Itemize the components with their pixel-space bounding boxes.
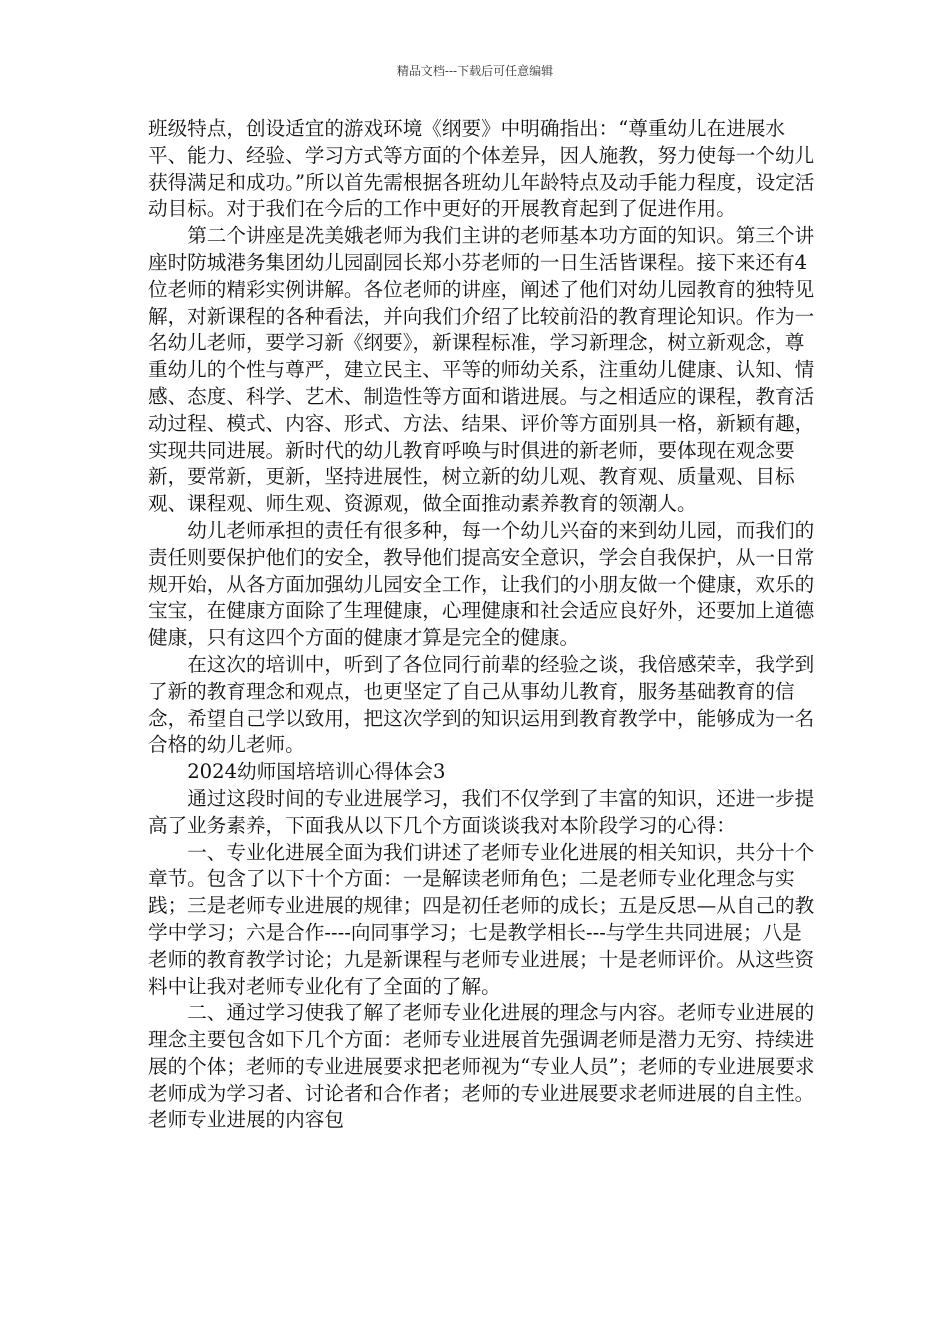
page-header: 精品文档---下载后可任意编辑 bbox=[396, 64, 554, 78]
document-body bbox=[148, 116, 818, 1134]
paragraph-1: 班级特点，创设适宜的游戏环境《纲要》中明确指出：“尊重幼儿在进展水平、能力、经验、学习方式等方面的个体差异，因人施教，努力使每一个幼儿获得满足和成功。”所以首先需根据各班幼儿年龄特点及动手能力程度，设定活动目标。对于我们在今后的工作中更好的开展教育起到了促进作用。 bbox=[148, 117, 815, 221]
paragraph-3: 幼儿老师承担的责任有很多种，每一个幼儿兴奋的来到幼儿园，而我们的责任则要保护他们的安全，教导他们提高安全意识，学会自我保护，从一日常规开始，从各方面加强幼儿园安全工作，让我们的小朋友做一个健康，欢乐的宝宝，在健康方面除了生理健康，心理健康和社会适应良好外，还要加上道德健康，只有这四个方面的健康才算是完全的健康。 bbox=[148, 518, 815, 650]
paragraph-7: 二、通过学习使我了解了老师专业化进展的理念与内容。老师专业进展的理念主要包含如下几个方面：老师专业进展首先强调老师是潜力无穷、持续进展的个体；老师的专业进展要求把老师视为“专业人员”；老师的专业进展要求老师成为学习者、讨论者和合作者；老师的专业进展要求老师进展的自主性。老师专业进展的内容包 bbox=[148, 1001, 815, 1132]
section-heading: 2024幼师国培培训心得体会3 bbox=[187, 760, 446, 784]
paragraph-5: 通过这段时间的专业进展学习，我们不仅学到了丰富的知识，还进一步提高了业务素养，下面我从以下几个方面谈谈我对本阶段学习的心得： bbox=[148, 786, 815, 837]
paragraph-4: 在这次的培训中，听到了各位同行前辈的经验之谈，我倍感荣幸，我学到了新的教育理念和观点，也更坚定了自己从事幼儿教育，服务基础教育的信念，希望自己学以致用，把这次学到的知识运用到教育教学中，能够成为一名合格的幼儿老师。 bbox=[148, 652, 815, 757]
paragraph-6: 一、专业化进展全面为我们讲述了老师专业化进展的相关知识，共分十个章节。包含了以下十个方面：一是解读老师角色；二是老师专业化理念与实践；三是老师专业进展的规律；四是初任老师的成长；五是反思—从自己的教学中学习；六是合作----向同事学习；七是教学相长---与学生共同进展；八是老师的教育教学讨论；九是新课程与老师专业进展；十是老师评价。从这些资料中让我对老师专业化有了全面的了解。 bbox=[148, 840, 815, 998]
paragraph-2: 第二个讲座是冼美娥老师为我们主讲的老师基本功方面的知识。第三个讲座时防城港务集团幼儿园副园长郑小芬老师的一日生活皆课程。接下来还有4位老师的精彩实例讲解。各位老师的讲座，阐述了他们对幼儿园教育的独特见解，对新课程的各种看法，并向我们介绍了比较前沿的教育理论知识。作为一名幼儿老师，要学习新《纲要》，新课程标准，学习新理念，树立新观念，尊重幼儿的个性与尊严，建立民主、平等的师幼关系，注重幼儿健康、认知、情感、态度、科学、艺术、制造性等方面和谐进展。与之相适应的课程，教育活动过程、模式、内容、形式、方法、结果、评价等方面别具一格，新颖有趣，实现共同进展。新时代的幼儿教育呼唤与时俱进的新老师，要体现在观念要新，要常新，更新，坚持进展性，树立新的幼儿观、教育观、质量观、目标观、课程观、师生观、资源观，做全面推动素养教育的领潮人。 bbox=[148, 224, 815, 516]
